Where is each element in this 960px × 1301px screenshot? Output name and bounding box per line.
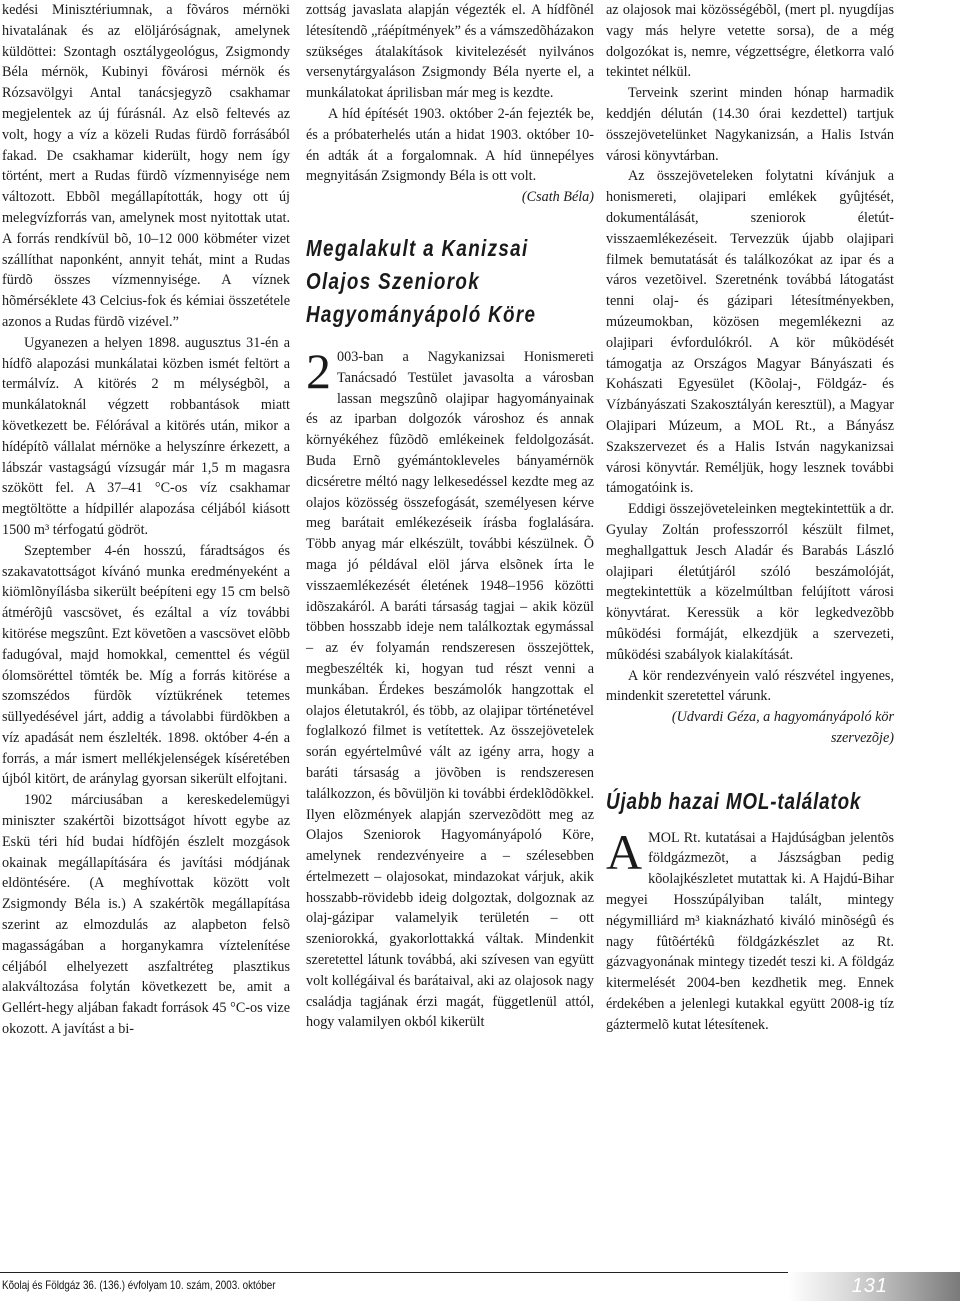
author-signature: (Udvardi Géza, a hagyományápoló kör szervezõje) — [671, 709, 894, 746]
article-lead-paragraph — [606, 823, 894, 1036]
text-column-2 — [306, 0, 594, 1033]
article-heading: Újabb hazai MOL-találatok — [606, 787, 862, 814]
paragraph: Az összejöveteleken folytatni kívánjuk a honismereti, olajipari emlékek gyûjtését, dokumentálását, szeniorok életút-visszaemlékezéseit. Tervezzük újabb olajipari filmek bemutatását és találkozókat az ipar és a város vezetõivel. Szeretnénk továbbá látogatást tenni olaj- és gázipari létesítményekben, múzeumokban, közösen megemlékezni az olajipari évfordulókról. A kör mûködését támogatja az Országos Magyar Bányászati és Kohászati Egyesület (Kõolaj-, Földgáz- és Vízbányászati Szakosztályán keresztül), a Magyar Olajipari Múzeum, a MOL Rt., a Bányász Szakszervezet és a Halis István nagykanizsai városi könyvtár. Reméljük, hogy lesznek további támogatóink is. — [606, 168, 894, 497]
article-heading: Megalakult a Kanizsai Olajos Szeniorok Hagyományápoló Köre — [306, 234, 537, 327]
journal-footer: Kõolaj és Földgáz 36. (136.) évfolyam 10. szám, 2003. október — [2, 1278, 276, 1292]
paragraph-text: 003-ban a Nagykanizsai Honismereti Tanácsadó Testület javasolta a városban lassan megszûnõ olajipar hagyományainak és az iparban dolgozók városhoz és annak környékéhez fûzõdõ emlékeinek feldolgozását. Buda Ernõ gyémántokleveles bányamérnök dicséretre méltó nagy lelkesedéssel kezdte meg az olajos közösség összefogását, személyesen kérve meg barátait emlékezéseik írásba foglalására. Több anyag már elkészült, további készülnek. Õ maga jó példával elöl járva elsõnek írta le visszaemlékezését életének 1948–1956 közötti idõszakáról. A baráti társaság tagjai – akik közül többen hosszabb ideje nem találkoztak egymással – az év folyamán rendszeresen összejöttek, megbeszélték ki, hogyan tud részt venni a munkában. Érdekes beszámolók hangzottak el olajos életutakról, és több, az olajipar történetével foglalkozó filmet is vetítettek. Az összejövetelek során egyértelmûvé vált az igény arra, hogy a baráti társaság a jövõben is rendszeresen találkozzon, és bõvüljön ki további érdeklõdõkkel. Ilyen elõzmények alapján szervezõdött meg az Olajos Szeniorok Hagyományápoló Köre, amelynek rendezvényeire a – szélesebben értelmezett – olajosokat, mindazokat várjuk, akik hosszabb-rövidebb ideig dolgoztak, dolgoznak az olaj-gázipar valamelyik területén – ott szeniorokká, gyakorlottakká váltak. Mindenkit szeretettel látunk továbbá, aki szívesen van együtt volt kollégáival és barátaival, aki az olajosok nagy családja tagjának érzi magát, függetlenül attól, hogy valamilyen okból kikerült — [306, 348, 594, 1031]
paragraph: A kör rendezvényein való részvétel ingyenes, mindenkit szeretettel várunk. — [606, 667, 894, 705]
paragraph: Ugyanezen a helyen 1898. augusztus 31-én a hídfõ alapozási munkálatai közben ismét feltört a termálvíz. A kitörés 2 m mélységbõl, a munkálatoknál végzett robbantások miatt következett be. Félórával a kitörés után, mikor a hídépítõ vállalat mérnöke a helyszínre érkezett, a lábszár vastagságú vízsugár már 1,5 m magasra szökött fel. A 37–41 °C-os víz csakhamar megtöltötte a hídpillér alapozása céljából kiásott 1500 m³ térfogatú gödröt. — [2, 334, 290, 538]
paragraph: Szeptember 4-én hosszú, fáradtságos és szakavatottságot kívánó munka eredményeként a kiömlõnyílásba sikerült beépíteni egy 15 cm belsõ átmérõjû vascsövet, és ezáltal a víz további kitörése megszûnt. Ezt követõen a vascsövet elõbb fadugóval, majd homokkal, cementtel és végül ólomsöréttel tömték be. Míg a forrás kitörése a szomszédos fürdõk víztükrének tetemes süllyedésével járt, addig a távolabbi fürdõkben a víz apadását nem észlelték. 1898. október 4-én a forrás, a már ismert mellékjelenségek kíséretében újból kitört, de aránylag gyorsan sikerült elfojtani. — [2, 542, 290, 788]
paragraph: Eddigi összejöveteleinken megtekintettük a dr. Gyulay Zoltán professzorról készült filmet, meghallgattuk Jesch Aladár és Barabás László olajipari életútjáról szóló beszámolóját, megtekintettük a közelmúltban felújított városi könyvtárat. Keressük a kör legkedvezõbb mûködési formáját, elkezdjük a szervezeti, mûködési szabályok kialakítását. — [606, 501, 894, 663]
page-number: 131 — [851, 1275, 888, 1297]
paragraph-text: MOL Rt. kutatásai a Hajdúságban jelentõs földgázmezõt, a Jászságban pedig kõolajkészletet mutattak ki. A Hajdú-Bihar megyei Hosszúpályiban talált, mintegy négymilliárd m³ kiaknázható kiváló minõségû és nagy fûtõértékû földgázkészlet az Rt. gázvagyonának mintegy tizedét teszi ki. A földgáz kitermelését 2004-ben kezdhetik meg. Ennek érdekében a jelenlegi kutakkal együtt 2008-ig tíz gáztermelõ kutat létesítenek. — [606, 829, 894, 1033]
text-column-3 — [606, 0, 894, 1036]
drop-cap: 2 — [306, 342, 331, 399]
page-number-box — [788, 1272, 960, 1301]
continued-paragraph: zottság javaslata alapján végezték el. A hídfõnél létesítendõ „ráépítmények” és a vámszedõházakon szükséges átalakítások kivitelezését nyilvános versenytárgyaláson Zsigmondy Béla nyerte el, a munkálatokat áprilisban már meg is kezdte. — [306, 2, 594, 102]
paragraph: 1902 márciusában a kereskedelemügyi miniszter szakértõi bizottságot hívott egybe az Eskü téri híd budai hídfõjén észlelt mozgások okainak megállapítására és javítási módjának eldöntésére. (A meghívottak között volt Zsigmondy Béla is.) A szakértõk megállapítása szerint az elmozdulás az alapbeton felsõ magasságában a horganykamra víztelenítése céljából elhelyezett aszfaltréteg plasztikus alakváltozása folytán következett be, amit a Gellért-hegy aljában fakadt források 45 °C-os vize okozott. A javítást a bi- — [2, 792, 290, 1038]
continued-paragraph: az olajosok mai közösségébõl, (mert pl. nyugdíjas vagy más helyre vetette sorsa), de a még dolgozókat is, nemre, végzettségre, életkorra való tekintet nélkül. — [606, 2, 894, 81]
article-lead-paragraph — [306, 342, 594, 1033]
drop-cap: A — [606, 823, 643, 880]
paragraph: Terveink szerint minden hónap harmadik keddjén délután (14.30 órai kezdettel) tartjuk összejövetelünket Nagykanizsán, a Halis István városi könyvtárban. — [606, 85, 894, 164]
author-signature: (Csath Béla) — [521, 189, 594, 206]
text-column-1 — [2, 0, 290, 1040]
continued-paragraph: kedési Minisztériumnak, a fõváros mérnöki hivatalának és az elöljáróságnak, amelynek küldöttei: Szontagh osztálygeológus, Zsigmondy Béla mérnök, Kubinyi fõvárosi mérnök és Rózsavölgyi Antal tanácsjegyzõ csakhamar megjelentek az új fúrásnál. Az elsõ feltevés az volt, hogy a víz a közeli Rudas fürdõ forrásából fakad. De csakhamar kiderült, hogy nem így történt, mert a Rudas fürdõ vízmennyisége nem változott. Ebbõl megállapították, hogy ott új melegvízforrás van, amelynek most nyitottak utat. A forrás rendkívül bõ, 10–12 000 köbméter vizet szállíthat naponként, annyit tehát, mint a Rudas fürdõ összes vízmennyisége. A víznek hõmérséklete 43 Celcius-fok és kémiai összetétele azonos a Rudas fürdõ vizével.” — [2, 2, 290, 330]
paragraph: A híd építését 1903. október 2-án fejezték be, és a próbaterhelés után a hidat 1903. október 10-én adták át a forgalomnak. A híd ünnepélyes megnyitásán Zsigmondy Béla is ott volt. — [306, 105, 594, 185]
